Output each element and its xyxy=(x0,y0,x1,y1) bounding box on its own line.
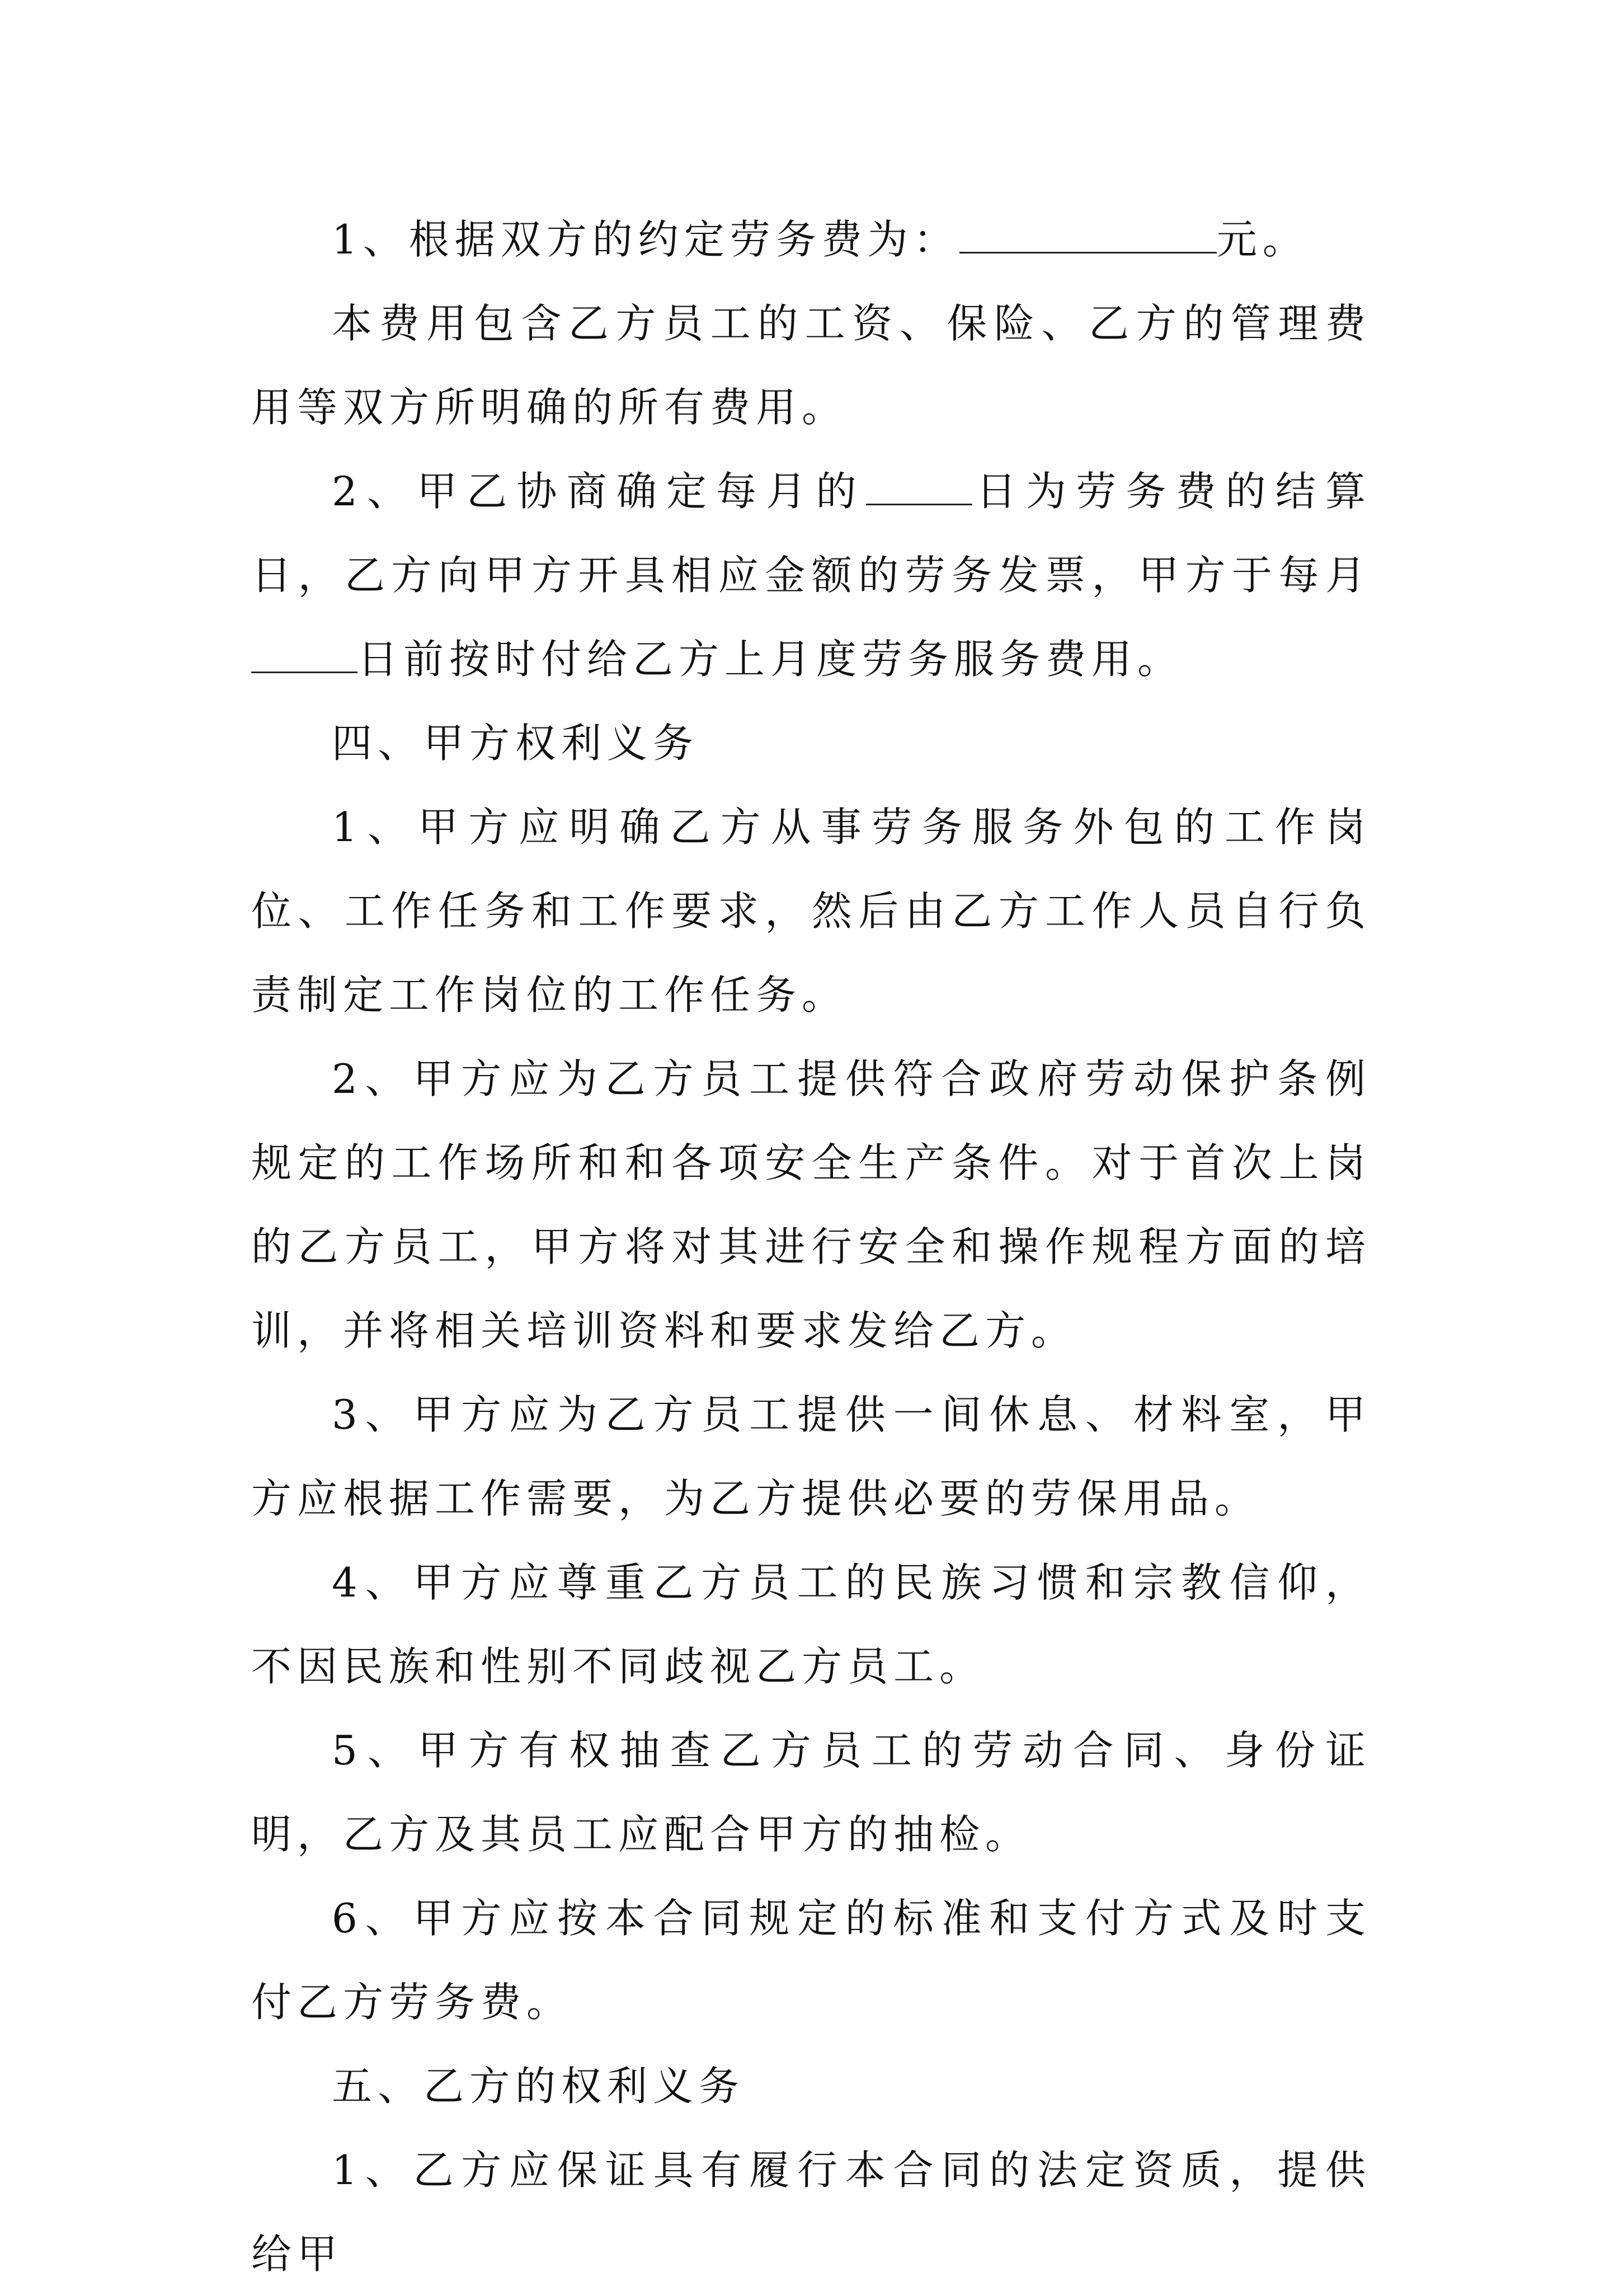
amount-blank xyxy=(959,215,1217,253)
paragraph: 本费用包含乙方员工的工资、保险、乙方的管理费用等双方所明确的所有费用。 xyxy=(251,300,1371,431)
document-body xyxy=(251,198,1371,2296)
paragraph-text: 元。 xyxy=(1216,216,1309,263)
paragraph: 3、甲方应为乙方员工提供一间休息、材料室，甲方应根据工作需要，为乙方提供必要的劳保用品。 xyxy=(251,1391,1371,1522)
paragraph: 2、甲方应为乙方员工提供符合政府劳动保护条例规定的工作场所和和各项安全生产条件。对于首次上岗的乙方员工，甲方将对其进行安全和操作规程方面的培训，并将相关培训资料和要求发给乙方。 xyxy=(251,1055,1371,1354)
paragraph: 1、乙方应保证具有履行本合同的法定资质，提供给甲 xyxy=(251,2147,1371,2278)
paragraph-text: 2、甲乙协商确定每月的 xyxy=(332,468,866,515)
settlement-day-blank xyxy=(866,467,972,505)
paragraph-text: 1、根据双方的约定劳务费为： xyxy=(332,216,959,263)
paragraph: 5、甲方有权抽查乙方员工的劳动合同、身份证明，乙方及其员工应配合甲方的抽检。 xyxy=(251,1727,1371,1858)
paragraph-text: 日为劳务费的结算日，乙方向甲方开具相应金额的劳务发票，甲方于每月 xyxy=(251,468,1371,599)
paragraph-fee-amount xyxy=(251,198,1371,281)
paragraph: 6、甲方应按本合同规定的标准和支付方式及时支付乙方劳务费。 xyxy=(251,1895,1371,2026)
paragraph-text: 日前按时付给乙方上月度劳务服务费用。 xyxy=(357,636,1184,683)
paragraph: 4、甲方应尊重乙方员工的民族习惯和宗教信仰，不因民族和性别不同歧视乙方员工。 xyxy=(251,1559,1371,1690)
paragraph-settlement-day xyxy=(251,449,1371,701)
paragraph: 1、甲方应明确乙方从事劳务服务外包的工作岗位、工作任务和工作要求，然后由乙方工作人员自行负责制定工作岗位的工作任务。 xyxy=(251,804,1371,1018)
section-heading: 四、甲方权利义务 xyxy=(332,720,699,767)
payment-day-blank xyxy=(251,635,357,673)
section-heading: 五、乙方的权利义务 xyxy=(332,2063,745,2110)
